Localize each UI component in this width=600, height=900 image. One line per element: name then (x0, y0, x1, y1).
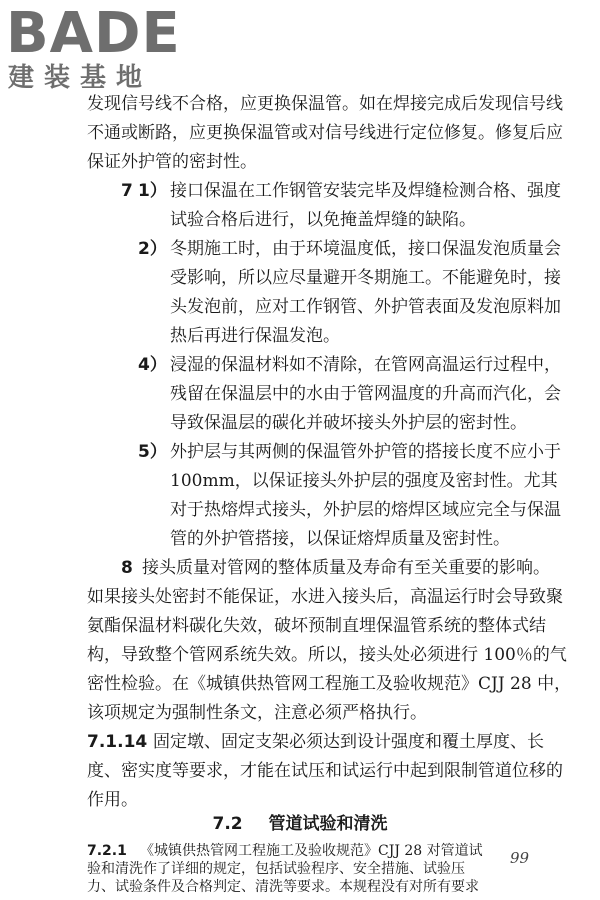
intro-line-3: 保证外护管的密封性。 (87, 152, 257, 172)
clause-7-1-14-line-1: 度、密实度等要求，才能在试压和试运行中起到限制管道位移的 (87, 761, 563, 781)
clause-7-1-14-line-2: 作用。 (87, 790, 138, 810)
item-7-sub1-line-1: 接口保温在工作钢管安装完毕及焊缝检测合格、强度 (170, 181, 561, 201)
item-7-sub2-line-2: 受影响，所以应尽量避开冬期施工。不能避免时，接 (170, 268, 561, 288)
item-7-sub2-line-4: 热后再进行保温发泡。 (170, 326, 340, 346)
item-7-sub1-line-2: 试验合格后进行，以免掩盖焊缝的缺陷。 (170, 210, 476, 230)
item-7-sub5-line-2: 100mm，以保证接头外护层的强度及密封性。尤其 (170, 471, 558, 491)
clause-7-2-1-line-1: 验和清洗作了详细的规定，包括试验程序、安全措施、试验压 (87, 861, 465, 877)
item-8-line-2: 氨酯保温材料碳化失效，破坏预制直埋保温管系统的整体式结 (87, 616, 546, 636)
item-7-sub2-line-3: 头发泡前，应对工作钢管、外护管表面及发泡原料加 (170, 297, 561, 317)
logo-subtitle: 建装基地 (8, 63, 153, 93)
section-7-2-title: 管道试验和清洗 (268, 814, 388, 834)
item-7-sub5-line-4: 管的外护管搭接，以保证熔焊质量及密封性。 (170, 529, 510, 549)
item-7-sub5-line-1: 外护层与其两侧的保温管外护管的搭接长度不应小于 (170, 442, 561, 462)
section-7-2-number: 7.2 (212, 814, 243, 834)
clause-7-2-1-number: 7.2.1 (87, 843, 127, 859)
clause-7-1-14-number: 7.1.14 (87, 732, 148, 752)
item-8-number: 8 (121, 558, 133, 578)
page-number: 99 (510, 849, 530, 867)
item-7-sub4-line-1: 浸湿的保温材料如不清除，在管网高温运行过程中， (170, 355, 561, 375)
item-7-sub5-line-3: 对于热熔焊式接头，外护层的熔焊区域应完全与保温 (170, 500, 561, 520)
intro-line-1: 发现信号线不合格，应更换保温管。如在焊接完成后发现信号线 (87, 94, 563, 114)
item-8-line-4: 密性检验。在《城镇供热管网工程施工及验收规范》CJJ 28 中， (87, 674, 572, 694)
logo-brand: BADE (6, 1, 181, 66)
item-8-line-1: 如果接头处密封不能保证，水进入接头后，高温运行时会导致聚 (87, 587, 563, 607)
item-7-sub5-label: 5） (138, 442, 167, 462)
clause-7-2-1-line-2: 力、试验条件及合格判定、清洗等要求。本规程没有对所有要求 (87, 879, 479, 895)
item-7-number: 7 (121, 181, 133, 201)
item-8-line-5: 该项规定为强制性条文，注意必须严格执行。 (87, 703, 427, 723)
clause-7-2-1-first-line: 《城镇供热管网工程施工及验收规范》CJJ 28 对管道试 (140, 843, 483, 859)
item-7-sub4-line-2: 残留在保温层中的水由于管网温度的升高而汽化，会 (170, 384, 561, 404)
item-7-sub2-line-1: 冬期施工时，由于环境温度低，接口保温发泡质量会 (170, 239, 561, 259)
item-8-line-3: 构，导致整个管网系统失效。所以，接头处必须进行 100％的气 (87, 645, 567, 665)
item-7-sub4-line-3: 导致保温层的碳化并破坏接头外护层的密封性。 (170, 413, 527, 433)
item-8-first-line: 接头质量对管网的整体质量及寿命有至关重要的影响。 (142, 558, 550, 578)
intro-line-2: 不通或断路，应更换保温管或对信号线进行定位修复。修复后应 (87, 123, 563, 143)
clause-7-1-14-first-line: 固定墩、固定支架必须达到设计强度和覆土厚度、长 (153, 732, 544, 752)
item-7-sub4-label: 4） (138, 355, 167, 375)
item-7-sub2-label: 2） (138, 239, 167, 259)
item-7-sub1-label: 1） (138, 181, 167, 201)
